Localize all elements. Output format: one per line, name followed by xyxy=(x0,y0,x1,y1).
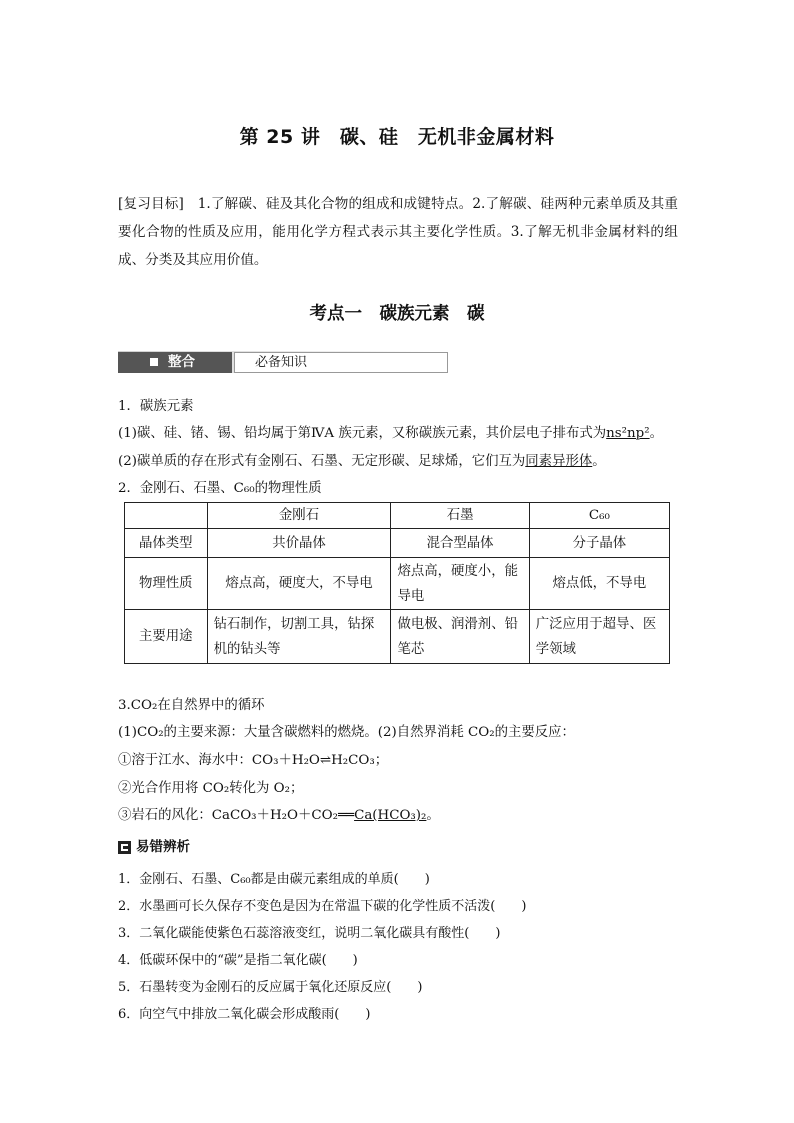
table-cell: 晶体类型 xyxy=(125,529,208,558)
sec1-line2-end: 。 xyxy=(592,454,606,469)
table-row xyxy=(125,529,670,558)
sec1-heading: 1．碳族元素 xyxy=(118,399,194,414)
sec3-heading: 3.CO₂在自然界中的循环 xyxy=(118,698,265,713)
tag-integrate xyxy=(118,352,232,373)
sec3-line4 xyxy=(118,804,440,823)
sec3-line4-end: 。 xyxy=(426,808,440,823)
table-header-cell: 金刚石 xyxy=(207,503,391,529)
table-header-row xyxy=(125,503,670,529)
table-cell: 熔点高，硬度小，能导电 xyxy=(391,558,529,610)
quiz-item: 2．水墨画可长久保存不变色是因为在常温下碳的化学性质不活泼( ) xyxy=(118,899,527,914)
table-cell: 混合型晶体 xyxy=(391,529,529,558)
sec1-line1-end: 。 xyxy=(649,426,663,441)
sec1-line2-text: (2)碳单质的存在形式有金刚石、石墨、无定形碳、足球烯，它们互为 xyxy=(118,454,526,469)
section-tag-bar xyxy=(118,351,432,375)
sec1-line1-answer: ns²np² xyxy=(606,426,650,441)
quiz-item: 5．石墨转变为金刚石的反应属于氧化还原反应( ) xyxy=(118,980,423,995)
table-cell: 物理性质 xyxy=(125,558,208,610)
table-cell: 钻石制作，切割工具，钻探机的钻头等 xyxy=(207,610,391,664)
review-goals-label: [复习目标] xyxy=(118,196,184,212)
sec1-line2 xyxy=(118,450,606,469)
quiz-item: 4．低碳环保中的“碳”是指二氧化碳( ) xyxy=(118,953,358,968)
page-title: 第 25 讲 碳、硅 无机非金属材料 xyxy=(239,126,555,148)
sec3-line4-answer: Ca(HCO₃)₂ xyxy=(354,808,427,823)
table-cell: 分子晶体 xyxy=(529,529,669,558)
table-cell: 主要用途 xyxy=(125,610,208,664)
table-cell: 广泛应用于超导、医学领域 xyxy=(529,610,669,664)
tag-integrate-label: 整合 xyxy=(168,354,195,370)
tag-knowledge-label: 必备知识 xyxy=(255,355,308,370)
quiz-label: 易错辨析 xyxy=(136,839,190,855)
table-cell: 共价晶体 xyxy=(207,529,391,558)
table-cell: 熔点高，硬度大，不导电 xyxy=(207,558,391,610)
table-row xyxy=(125,558,670,610)
sec3-line3: ②光合作用将 CO₂转化为 O₂； xyxy=(118,781,304,796)
table-header-cell: 石墨 xyxy=(391,503,529,529)
sec2-heading: 2．金刚石、石墨、C₆₀的物理性质 xyxy=(118,481,322,496)
tag-knowledge xyxy=(234,352,448,373)
error-check-icon xyxy=(118,841,131,854)
square-icon xyxy=(150,358,158,366)
section-title: 考点一 碳族元素 碳 xyxy=(309,304,485,324)
review-goals xyxy=(118,190,678,274)
sec3-line2: ①溶于江水、海水中：CO₃＋H₂O⇌H₂CO₃； xyxy=(118,753,389,768)
table-cell: 做电极、润滑剂、铅笔芯 xyxy=(391,610,529,664)
sec3-line4-text: ③岩石的风化：CaCO₃＋H₂O＋CO₂══ xyxy=(118,808,355,823)
table-cell: 熔点低，不导电 xyxy=(529,558,669,610)
quiz-item: 6．向空气中排放二氧化碳会形成酸雨( ) xyxy=(118,1007,371,1022)
table-header-cell: C₆₀ xyxy=(529,503,669,529)
sec3-line1: (1)CO₂的主要来源：大量含碳燃料的燃烧。(2)自然界消耗 CO₂的主要反应： xyxy=(118,725,575,740)
table-header-cell xyxy=(125,503,208,529)
sec1-line1-text: (1)碳、硅、锗、锡、铅均属于第ⅣA 族元素，又称碳族元素，其价层电子排布式为 xyxy=(118,426,607,441)
sec1-line2-answer: 同素异形体 xyxy=(525,454,593,469)
quiz-item: 1．金刚石、石墨、C₆₀都是由碳元素组成的单质( ) xyxy=(118,872,430,887)
review-goals-text: 1.了解碳、硅及其化合物的组成和成键特点。2.了解碳、硅两种元素单质及其重要化合物的性质及应用，能用化学方程式表示其主要化学性质。3.了解无机非金属材料的组成、分类及其应用价值。 xyxy=(118,196,679,268)
table-row xyxy=(125,610,670,664)
sec1-line1 xyxy=(118,422,663,441)
properties-table xyxy=(124,502,670,664)
quiz-item: 3．二氧化碳能使紫色石蕊溶液变红，说明二氧化碳具有酸性( ) xyxy=(118,926,501,941)
